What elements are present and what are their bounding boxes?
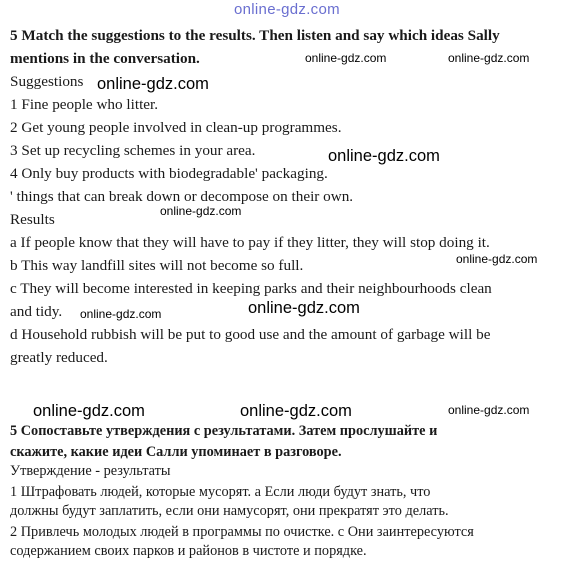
watermark: online-gdz.com xyxy=(305,51,387,65)
watermark: online-gdz.com xyxy=(240,402,352,420)
result-item: a If people know that they will have to pay if they litter, they will stop doing it. xyxy=(10,234,490,251)
suggestion-item: 1 Fine people who litter. xyxy=(10,96,159,113)
translation-line: содержанием своих парков и районов в чистоте и порядке. xyxy=(10,543,367,559)
result-item: b This way landfill sites will not become so full. xyxy=(10,257,304,274)
suggestion-item: 4 Only buy products with biodegradable' packaging. xyxy=(10,165,328,182)
suggestions-label: Suggestions xyxy=(10,73,84,90)
suggestion-item: 2 Get young people involved in clean-up programmes. xyxy=(10,119,342,136)
translation-line: должны будут заплатить, если они намусорят, они прекратят это делать. xyxy=(10,503,449,519)
watermark: online-gdz.com xyxy=(97,75,209,93)
translation-heading-line-1: 5 Сопоставьте утверждения с результатами. Затем прослушайте и xyxy=(10,423,438,439)
watermark: online-gdz.com xyxy=(328,147,440,165)
watermark: online-gdz.com xyxy=(448,403,530,417)
translation-heading-line-2: скажите, какие идеи Салли упоминает в разговоре. xyxy=(10,444,342,460)
footnote: ' things that can break down or decompose on their own. xyxy=(10,188,354,205)
translation-line: 2 Привлечь молодых людей в программы по очистке. с Они заинтересуются xyxy=(10,524,474,540)
translation-line: 1 Штрафовать людей, которые мусорят. а Если люди будут знать, что xyxy=(10,484,431,500)
watermark: online-gdz.com xyxy=(456,252,538,266)
exercise-heading-line-1: 5 Match the suggestions to the results. Then listen and say which ideas Sally xyxy=(10,27,500,44)
watermark: online-gdz.com xyxy=(160,204,242,218)
watermark: online-gdz.com xyxy=(248,299,360,317)
watermark-top: online-gdz.com xyxy=(234,1,340,18)
suggestion-item: 3 Set up recycling schemes in your area. xyxy=(10,142,256,159)
result-item: c They will become interested in keeping parks and their neighbourhoods clean xyxy=(10,280,492,297)
watermark: online-gdz.com xyxy=(80,307,162,321)
result-item-continued: and tidy. xyxy=(10,303,63,320)
result-item-continued: greatly reduced. xyxy=(10,349,108,366)
watermark: online-gdz.com xyxy=(33,402,145,420)
translation-subheading: Утверждение - результаты xyxy=(10,463,171,479)
result-item: d Household rubbish will be put to good use and the amount of garbage will be xyxy=(10,326,491,343)
watermark: online-gdz.com xyxy=(448,51,530,65)
results-label: Results xyxy=(10,211,55,228)
exercise-heading-line-2: mentions in the conversation. xyxy=(10,50,200,67)
